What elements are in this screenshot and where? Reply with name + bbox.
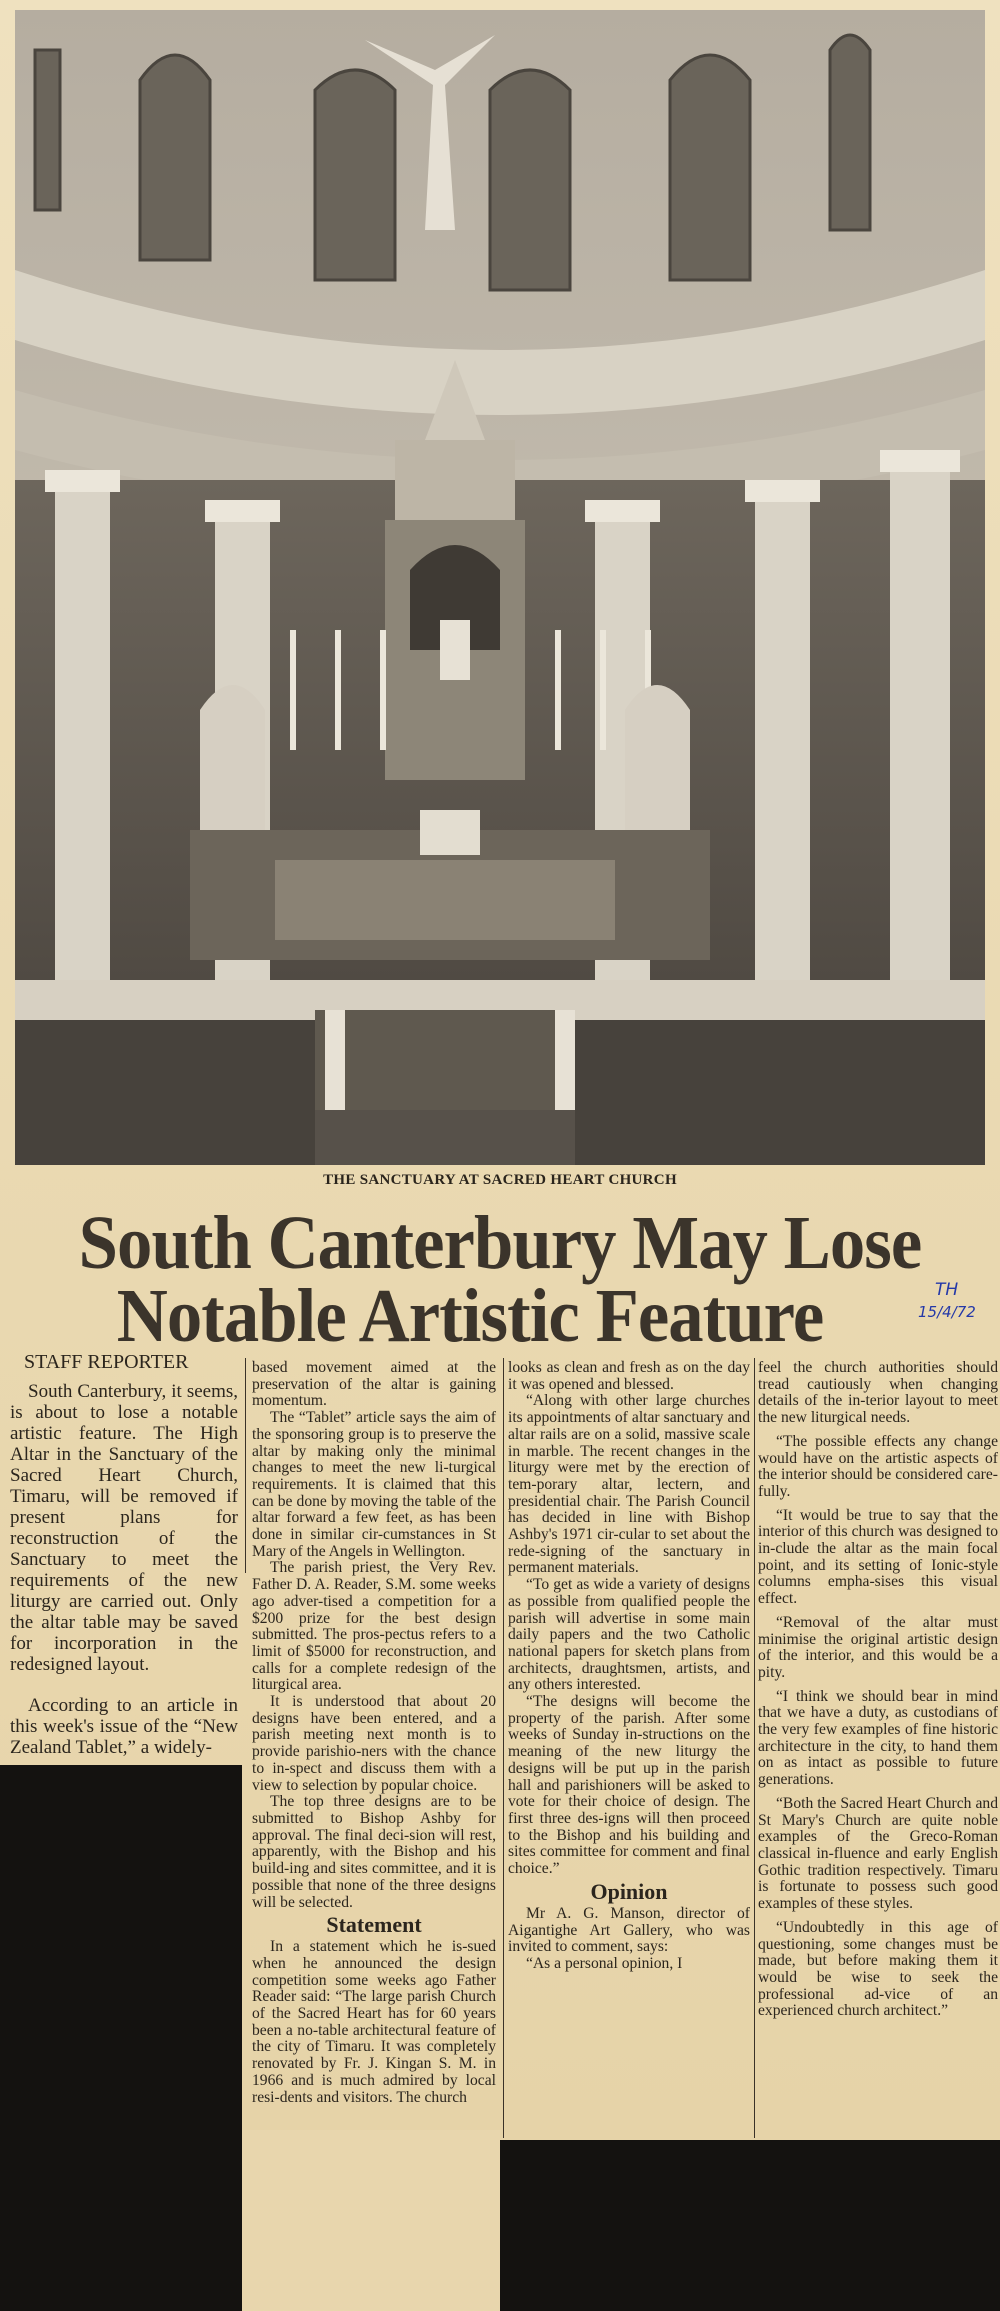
- article-column-2: [252, 1360, 496, 2106]
- paragraph: “The designs will become the property of the parish. After some weeks of Sunday in-structions on the meaning of the new liturgy the designs will be put up in the parish hall and parishioners will be asked to vote for their choice of design. The first three des-igns will then proceed to the Bishop and his building and sites committee for comment and final choice.”: [508, 1693, 750, 1878]
- paragraph: Mr A. G. Manson, director of Aigantighe Art Gallery, who was invited to comment, says:: [508, 1904, 750, 1956]
- paragraph: “To get as wide a variety of designs as possible from qualified people the parish will advertise in some main daily papers and the two Catholic national papers for sketch plans from architects, draughtsmen, artists, and any others interested.: [508, 1576, 750, 1694]
- column-rule: [245, 1358, 246, 1573]
- handwritten-initials: TH: [935, 1280, 959, 1300]
- paragraph: “As a personal opinion, I: [526, 1954, 683, 1972]
- paragraph: looks as clean and fresh as on the day it was opened and blessed.: [508, 1359, 750, 1393]
- paragraph: “Removal of the altar must minimise the original artistic design of the interior, and this would be a pity.: [758, 1613, 998, 1681]
- paragraph: According to an article in this week's issue of the “New Zealand Tablet,” a widely-: [10, 1695, 238, 1758]
- paragraph: The top three designs are to be submitted to Bishop Ashby for approval. The final deci-sion will rest, apparently, with the Bishop and his build-ing and sites committee, and it is possible that none of the three designs will be selected.: [252, 1793, 496, 1911]
- paragraph: It is understood that about 20 designs have been entered, and a parish meeting next month is to provide parishio-ners with the chance to in-spect and discuss them with a view to selection by popular choice.: [252, 1693, 496, 1794]
- article-column-3: [508, 1360, 750, 1973]
- clipping-tail: [242, 2130, 500, 2311]
- background-scan-bed: [0, 1765, 242, 2311]
- paragraph: based movement aimed at the preservation of the altar is gaining momentum.: [252, 1359, 496, 1410]
- paragraph: “The possible effects any change would have on the artistic aspects of the interior should be considered care-fully.: [758, 1432, 998, 1500]
- article-column-4: [758, 1360, 998, 2027]
- paragraph: feel the church authorities should tread cautiously when changing details of the in-terior layout to meet the new liturgical needs.: [758, 1359, 998, 1427]
- column-rule: [754, 1358, 755, 2138]
- background-scan-bed: [500, 2140, 1000, 2311]
- paragraph: “Both the Sacred Heart Church and St Mary's Church are quite noble examples of the Greco-Roman classical in-fluence and early English Gothic tradition respectively. Timaru is fortunate to possess such good examples of these styles.: [758, 1794, 998, 1913]
- photo-caption: THE SANCTUARY AT SACRED HEART CHURCH: [323, 1172, 677, 1188]
- headline-line-2: Notable Artistic Feature: [116, 1274, 824, 1358]
- headline-line-1: South Canterbury May Lose: [78, 1201, 922, 1285]
- paragraph: The parish priest, the Very Rev. Father D. A. Reader, S.M. some weeks ago adver-tised a competition for a $200 prize for the best design submitted. The pros-pectus refers to a limit of $5000 for reconstruction, and calls for a complete redesign of the liturgical area.: [252, 1559, 496, 1694]
- paragraph: The “Tablet” article says the aim of the sponsoring group is to preserve the altar by making only the minimal changes to meet the new li-turgical requirements. It is claimed that this can be done by moving the table of the altar forward a few feet, as has been done in similar cir-cumstances in St Mary of the Angels in Wellington.: [252, 1409, 496, 1560]
- byline: STAFF REPORTER: [24, 1351, 189, 1373]
- paragraph: South Canterbury, it seems, is about to lose a notable artistic feature. The High Altar in the Sanctuary of the Sacred Heart Church, Timaru, will be removed if present plans for reconstruction of the Sanctuary to meet the requirements of the new liturgy are carried out. Only the altar table may be saved for incorporation in the redesigned layout.: [10, 1381, 238, 1675]
- article-column-1: [10, 1352, 238, 1758]
- column-rule: [503, 1358, 504, 2138]
- handwritten-date: 15/4/72: [918, 1303, 976, 1321]
- paragraph: “Undoubtedly in this age of questioning, some changes must be made, but before making them it would be wise to seek the professional ad-vice of an experienced church architect.”: [758, 1918, 998, 2020]
- subheading-opinion: Opinion: [590, 1878, 668, 1904]
- paragraph: “Along with other large churches its appointments of altar sanctuary and altar rails are on a solid, massive scale in marble. The recent changes in the liturgy were met by the erection of tem-porary altar, lectern, and presidential chair. The Parish Council has decided in line with Bishop Ashby's 1971 cir-cular to set about the rede-signing of the sanctuary in permanent materials.: [508, 1392, 750, 1577]
- paragraph: “I think we should bear in mind that we have a duty, as custodians of the very few examples of fine historic architecture in the city, to hand them on as intact as possible to future generations.: [758, 1687, 998, 1789]
- paragraph: “It would be true to say that the interior of this church was designed to in-clude the altar as the main focal point, and its setting of Ionic-style columns empha-sises this visual effect.: [758, 1506, 998, 1608]
- paragraph: In a statement which he is-sued when he announced the design competition some weeks ago Father Reader said: “The large parish Church of the Sacred Heart has for 60 years been a no-table architectural feature of the city of Timaru. It was completely renovated by Fr. J. Kingan S. M. in 1966 and is much admired by local resi-dents and visitors. The church: [252, 1938, 496, 2106]
- church-sanctuary-photo: [15, 10, 985, 1165]
- subheading-statement: Statement: [326, 1912, 422, 1938]
